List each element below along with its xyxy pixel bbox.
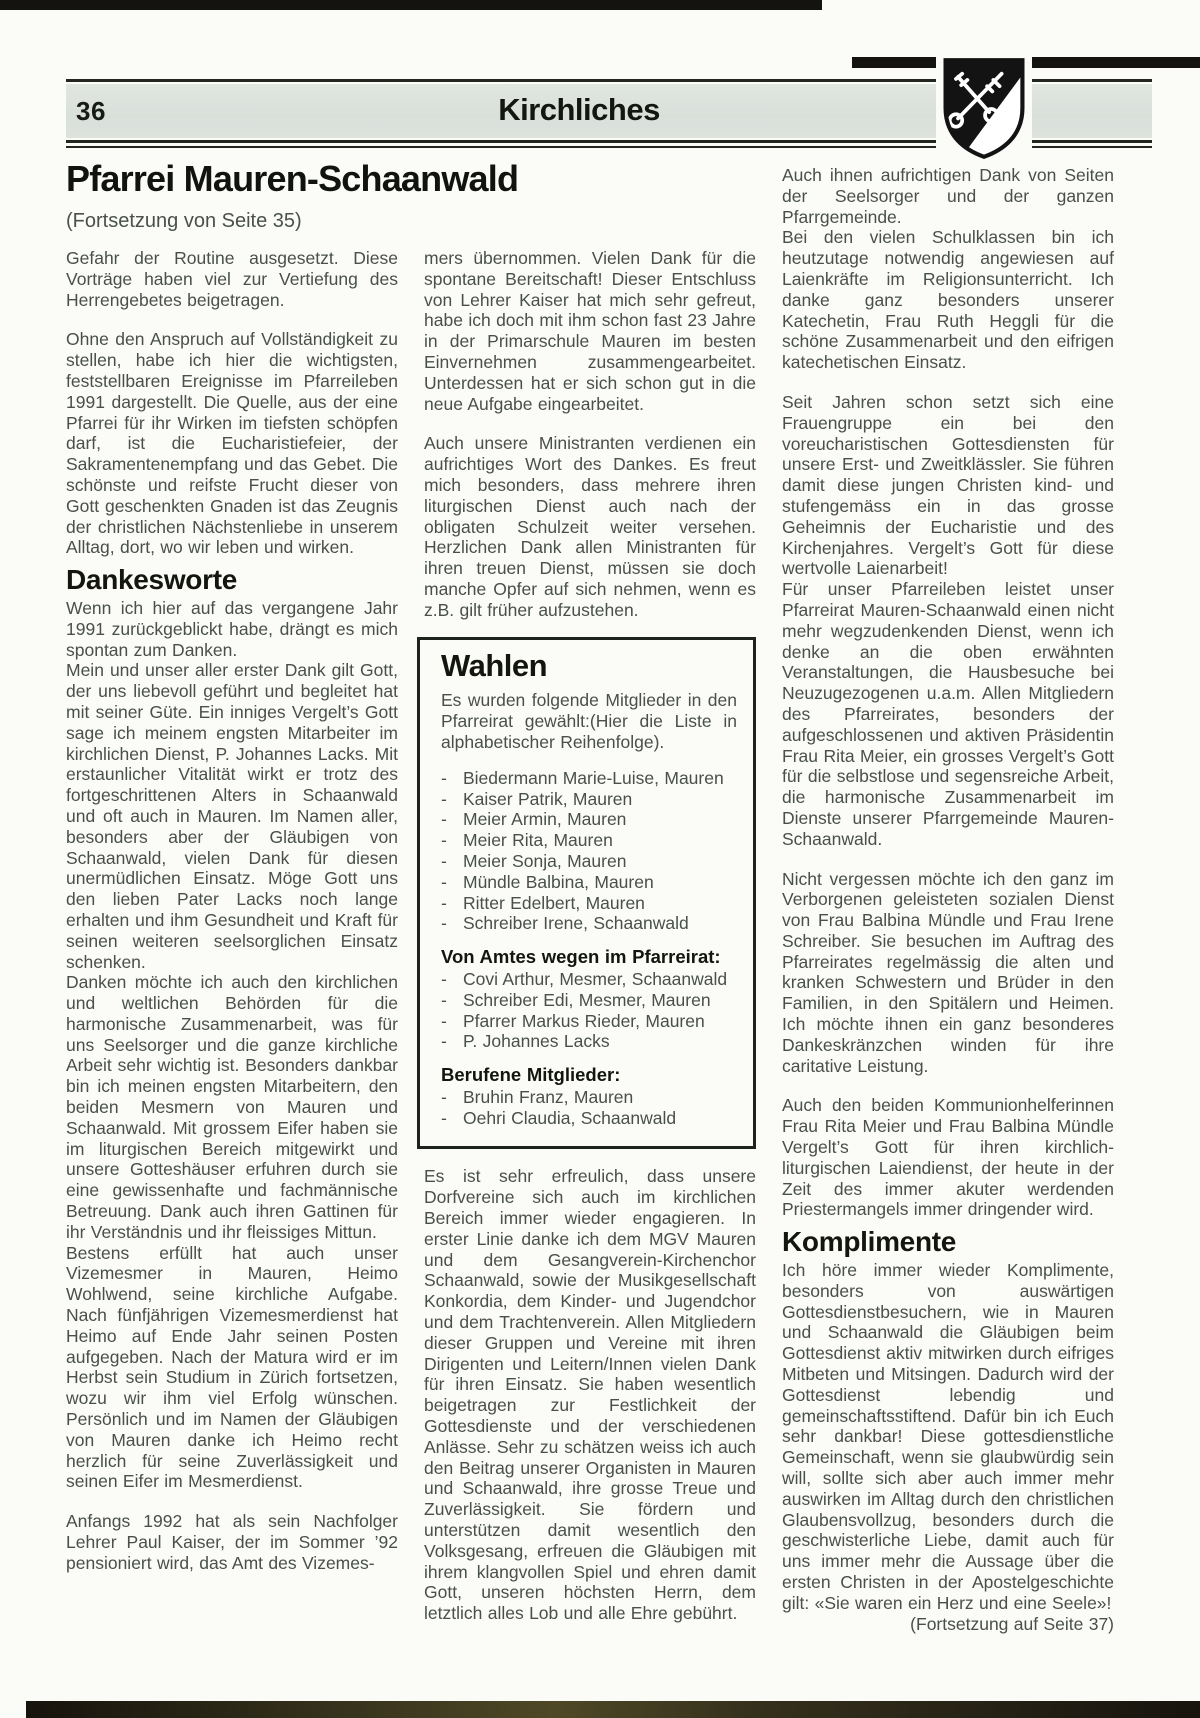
column-1 bbox=[66, 248, 398, 1574]
paragraph: Bei den vielen Schulklassen bin ich heutzutage notwendig angewiesen auf Laienkräfte im Religionsunterricht. Ich danke ganz besonders unserer Katechetin, Frau Ruth Heggli für die schöne Zusammenarbeit und den eifrigen katechetischen Einsatz. bbox=[782, 227, 1114, 373]
list-item bbox=[441, 1087, 737, 1108]
paragraph: Für unser Pfarreileben leistet unser Pfarreirat Mauren-Schaanwald einen nicht mehr wegzudenkenden Dienst, wenn ich denke an die oben erwähnten Veranstaltungen, die Hausbesuche bei Neuzugezogenen u.a.m. Allen Mitgliedern des Pfarreirates, besonders der aufgeschlossenen und aktiven Präsidentin Frau Rita Meier, ein grosses Vergelt’s Gott für die selbstlose und segensreiche Arbeit, die harmonische Zusammenarbeit im Dienste unserer Pfarrgemeinde Mauren-Schaanwald. bbox=[782, 579, 1114, 849]
paragraph: Seit Jahren schon setzt sich eine Frauengruppe ein bei den voreucharistischen Gottesdiensten für unsere Erst- und Zweitklässler. Sie führen damit diese jungen Christen kind- und stufengemäss ein in das grosse Geheimnis der Eucharistie und des Kirchenjahres. Vergelt’s Gott für diese wertvolle Laienarbeit! bbox=[782, 391, 1114, 579]
paragraph: Danken möchte ich auch den kirchlichen und weltlichen Behörden für die harmonische Zusammenarbeit, was für uns Seelsorger und die ganze kirchliche Arbeit sehr wichtig ist. Besonders dankbar bin ich meinen engsten Mitarbeitern, den beiden Mesmern von Mauren und Schaanwald. Mit grossem Eifer haben sie im liturgischen Bereich mitgewirkt und unsere Gotteshäuser erfuhren durch sie eine gewissenhafte und fachmännische Betreuung. Dank auch ihren Gattinen für ihr Verständnis und ihr fleissiges Mittun. bbox=[66, 972, 398, 1242]
paragraph: Auch den beiden Kommunionhelferinnen Frau Rita Meier und Frau Balbina Mündle Vergelt’s Gott für ihren kirchlich-liturgischen Laiendienst, der heute in der Zeit des immer akuter werdenden Priestermangels immer dringender wird. bbox=[782, 1095, 1114, 1220]
dash-bullet: - bbox=[441, 830, 447, 851]
column-2 bbox=[424, 248, 756, 1624]
heading-appointed: Berufene Mitglieder: bbox=[441, 1064, 621, 1086]
scan-artifact-bottom-bar bbox=[26, 1701, 1200, 1718]
wahlen-intro: Es wurden folgende Mitglieder in den Pfarreirat gewählt:(Hier die Liste in alphabetischer Reihenfolge). bbox=[441, 690, 737, 752]
paragraph: Ohne den Anspruch auf Vollständigkeit zu stellen, habe ich hier die wichtigsten, feststellbaren Ereignisse im Pfarreileben 1991 dargestellt. Die Quelle, aus der eine Pfarrei für ihr Wirken im tiefsten schöpfen darf, ist die Eucharistiefeier, der Sakramentenempfang und das Gebet. Die schönste und reifste Frucht dieser von Gott geschenkten Gnaden ist das Zeugnis der christlichen Nächstenliebe in unserem Alltag, dort, wo wir leben und wirken. bbox=[66, 329, 398, 558]
list-item bbox=[441, 789, 737, 810]
dash-bullet: - bbox=[441, 850, 447, 871]
member-name: Meier Sonja, Mauren bbox=[463, 850, 627, 871]
list-item bbox=[441, 1031, 737, 1052]
heading-wahlen: Wahlen bbox=[441, 647, 548, 683]
member-name: P. Johannes Lacks bbox=[463, 1031, 610, 1052]
dash-bullet: - bbox=[441, 989, 447, 1010]
wahlen-box bbox=[417, 637, 756, 1150]
section-title: Kirchliches bbox=[498, 92, 660, 127]
paragraph: Mein und unser aller erster Dank gilt Gott, der uns liebevoll geführt und begleitet hat mit seiner Güte. Ein inniges Vergelt’s Gott sage ich meinem engsten Mitarbeiter im kirchlichen Dienst, P. Johannes Lacks. Mit erstaunlicher Vitalität wirkt er trotz des fortgeschrittenen Alters in Schaanwald und oft auch in Mauren. Im Namen aller, besonders aber der Gläubigen von Schaanwald, vielen Dank für diesen unermüdlichen Einsatz. Möge Gott uns den lieben Pater Lacks noch lange erhalten und ihm Gesundheit und Kraft für seinen weiteren seelsorglichen Einsatz schenken. bbox=[66, 660, 398, 972]
member-name: Ritter Edelbert, Mauren bbox=[463, 892, 645, 913]
column-3 bbox=[782, 165, 1114, 1634]
scan-artifact-top-bar bbox=[0, 0, 822, 10]
list-item bbox=[441, 1011, 737, 1032]
member-name: Covi Arthur, Mesmer, Schaanwald bbox=[463, 968, 728, 989]
list-item bbox=[441, 893, 737, 914]
dash-bullet: - bbox=[441, 968, 447, 989]
paragraph: Nicht vergessen möchte ich den ganz im Verborgenen geleisteten sozialen Dienst von Frau Balbina Mündle und Frau Irene Schreiber. Sie besuchen im Auftrag des Pfarreirates regelmässig die alten und kranken Schwestern und Brüder in den Familien, in den Spitälern und Heimen. Ich möchte ihnen ein ganz besonderes Dankeskränzchen winden für ihre caritative Leistung. bbox=[782, 868, 1114, 1076]
list-item bbox=[441, 1108, 737, 1129]
dash-bullet: - bbox=[441, 892, 447, 913]
dash-bullet: - bbox=[441, 871, 447, 892]
heading-dankesworte: Dankesworte bbox=[66, 564, 237, 596]
dash-bullet: - bbox=[441, 788, 447, 809]
paragraph: Es ist sehr erfreulich, dass unsere Dorfvereine sich auch im kirchlichen Bereich immer wieder engagieren. In erster Linie danke ich dem MGV Mauren und dem Gesangverein-Kirchenchor Schaanwald, sowie der Musikgesellschaft Konkordia, dem Kinder- und Jugendchor und dem Trachtenverein. Allen Mitgliedern dieser Gruppen und Vereine mit ihren Dirigenten und Leitern/Innen vielen Dank für ihren Einsatz. Sie haben wesentlich beigetragen zur Festlichkeit der Gottesdienste und der verschiedenen Anlässe. Sehr zu schätzen weiss ich auch den Beitrag unserer Organisten in Mauren und Schaanwald, ihre grosse Treue und Zuverlässigkeit. Sie fördern und unterstützen damit wesentlich den Volksgesang, erfreuen die Gläubigen mit ihrem klangvollen Spiel und ehren damit Gott, unseren höchsten Herrn, dem letztlich alles Lob und alle Ehre gebührt. bbox=[424, 1166, 756, 1624]
dash-bullet: - bbox=[441, 767, 447, 788]
dash-bullet: - bbox=[441, 1010, 447, 1031]
paragraph: Auch ihnen aufrichtigen Dank von Seiten der Seelsorger und der ganzen Pfarrgemeinde. bbox=[782, 165, 1114, 227]
member-name: Schreiber Irene, Schaanwald bbox=[463, 913, 689, 934]
page-number: 36 bbox=[76, 96, 106, 126]
dash-bullet: - bbox=[441, 913, 447, 934]
list-item bbox=[441, 768, 737, 789]
member-name: Bruhin Franz, Mauren bbox=[463, 1086, 634, 1107]
member-name: Kaiser Patrik, Mauren bbox=[463, 788, 633, 809]
list-item bbox=[441, 872, 737, 893]
list-item bbox=[441, 969, 737, 990]
member-name: Mündle Balbina, Mauren bbox=[463, 871, 654, 892]
member-name: Meier Armin, Mauren bbox=[463, 809, 627, 830]
list-item bbox=[441, 851, 737, 872]
dash-bullet: - bbox=[441, 1086, 447, 1107]
dash-bullet: - bbox=[441, 809, 447, 830]
paragraph: Auch unsere Ministranten verdienen ein aufrichtiges Wort des Dankes. Es freut mich besonders, dass mehrere ihren liturgischen Dienst auch nach der obligaten Schulzeit weiter versehen. Herzlichen Dank allen Ministranten für ihren treuen Dienst, müssen sie doch manche Opfer auf sich nehmen, wenn es z.B. gilt früher aufzustehen. bbox=[424, 433, 756, 620]
list-item bbox=[441, 830, 737, 851]
heading-ex-officio: Von Amtes wegen im Pfarreirat: bbox=[441, 946, 721, 968]
paragraph: Bestens erfüllt hat auch unser Vizemesmer in Mauren, Heimo Wohlwend, seine kirchliche Aufgabe. Nach fünfjährigen Vizemesmerdienst hat Heimo auf Ende Jahr seinen Posten aufgegeben. Nach der Matura wird er im Herbst sein Studium in Zürich fortsetzen, wozu wir ihm viel Erfolg wünschen. Persönlich und im Namen der Gläubigen von Mauren danke ich Heimo recht herzlich für seine Zuverlässigkeit und seinen Eifer im Mesmerdienst. bbox=[66, 1242, 398, 1492]
member-name: Biedermann Marie-Luise, Mauren bbox=[463, 767, 724, 788]
dash-bullet: - bbox=[441, 1107, 447, 1128]
member-name: Meier Rita, Mauren bbox=[463, 830, 613, 851]
heading-komplimente: Komplimente bbox=[782, 1226, 957, 1258]
member-name: Pfarrer Markus Rieder, Mauren bbox=[463, 1010, 705, 1031]
paragraph: mers übernommen. Vielen Dank für die spontane Bereitschaft! Dieser Entschluss von Lehrer Kaiser hat mich sehr gefreut, habe ich doch mit ihm schon fast 23 Jahre in der Primarschule Mauren im besten Einvernehmen zusammengearbeitet. Unterdessen hat er sich schon gut in die neue Aufgabe eingearbeitet. bbox=[424, 248, 756, 414]
member-name: Schreiber Edi, Mesmer, Mauren bbox=[463, 989, 711, 1010]
paragraph: Anfangs 1992 hat als sein Nachfolger Lehrer Paul Kaiser, der im Sommer ’92 pensioniert wird, das Amt des Vizemes- bbox=[66, 1511, 398, 1573]
dash-bullet: - bbox=[441, 1031, 447, 1052]
paragraph: Wenn ich hier auf das vergangene Jahr 1991 zurückgeblickt habe, drängt es mich spontan zum Danken. bbox=[66, 597, 398, 660]
list-item bbox=[441, 809, 737, 830]
continuation-note: (Fortsetzung auf Seite 37) bbox=[910, 1613, 1114, 1634]
member-name: Oehri Claudia, Schaanwald bbox=[463, 1107, 677, 1128]
list-item bbox=[441, 913, 737, 934]
paragraph: Ich höre immer wieder Komplimente, besonders von auswärtigen Gottesdienstbesuchern, wie in Mauren und Schaanwald die Gläubigen beim Gottesdienst aktiv mitwirken durch eifriges Mitbeten und Mitsingen. Dadurch wird der Gottesdienst lebendig und gemeinschaftsstiftend. Dafür bin ich Euch sehr dankbar! Diese gottesdienstliche Gemeinschaft, wenn sie glaubwürdig sein will, sollte sich aber auch immer mehr auswirken im Alltag durch den christlichen Glaubensvollzug, besonders durch die geschwisterliche Liebe, damit auch für uns immer mehr die Aussage über die ersten Christen in der Apostelgeschichte gilt: «Sie waren ein Herz und eine Seele»! bbox=[782, 1260, 1114, 1613]
parish-crest-crossed-keys-icon bbox=[936, 54, 1032, 162]
list-item bbox=[441, 990, 737, 1011]
article-title: Pfarrei Mauren-Schaanwald bbox=[66, 158, 519, 199]
paragraph: Gefahr der Routine ausgesetzt. Diese Vorträge haben viel zur Vertiefung des Herrengebetes beigetragen. bbox=[66, 248, 398, 310]
article-subtitle: (Fortsetzung von Seite 35) bbox=[66, 210, 302, 232]
